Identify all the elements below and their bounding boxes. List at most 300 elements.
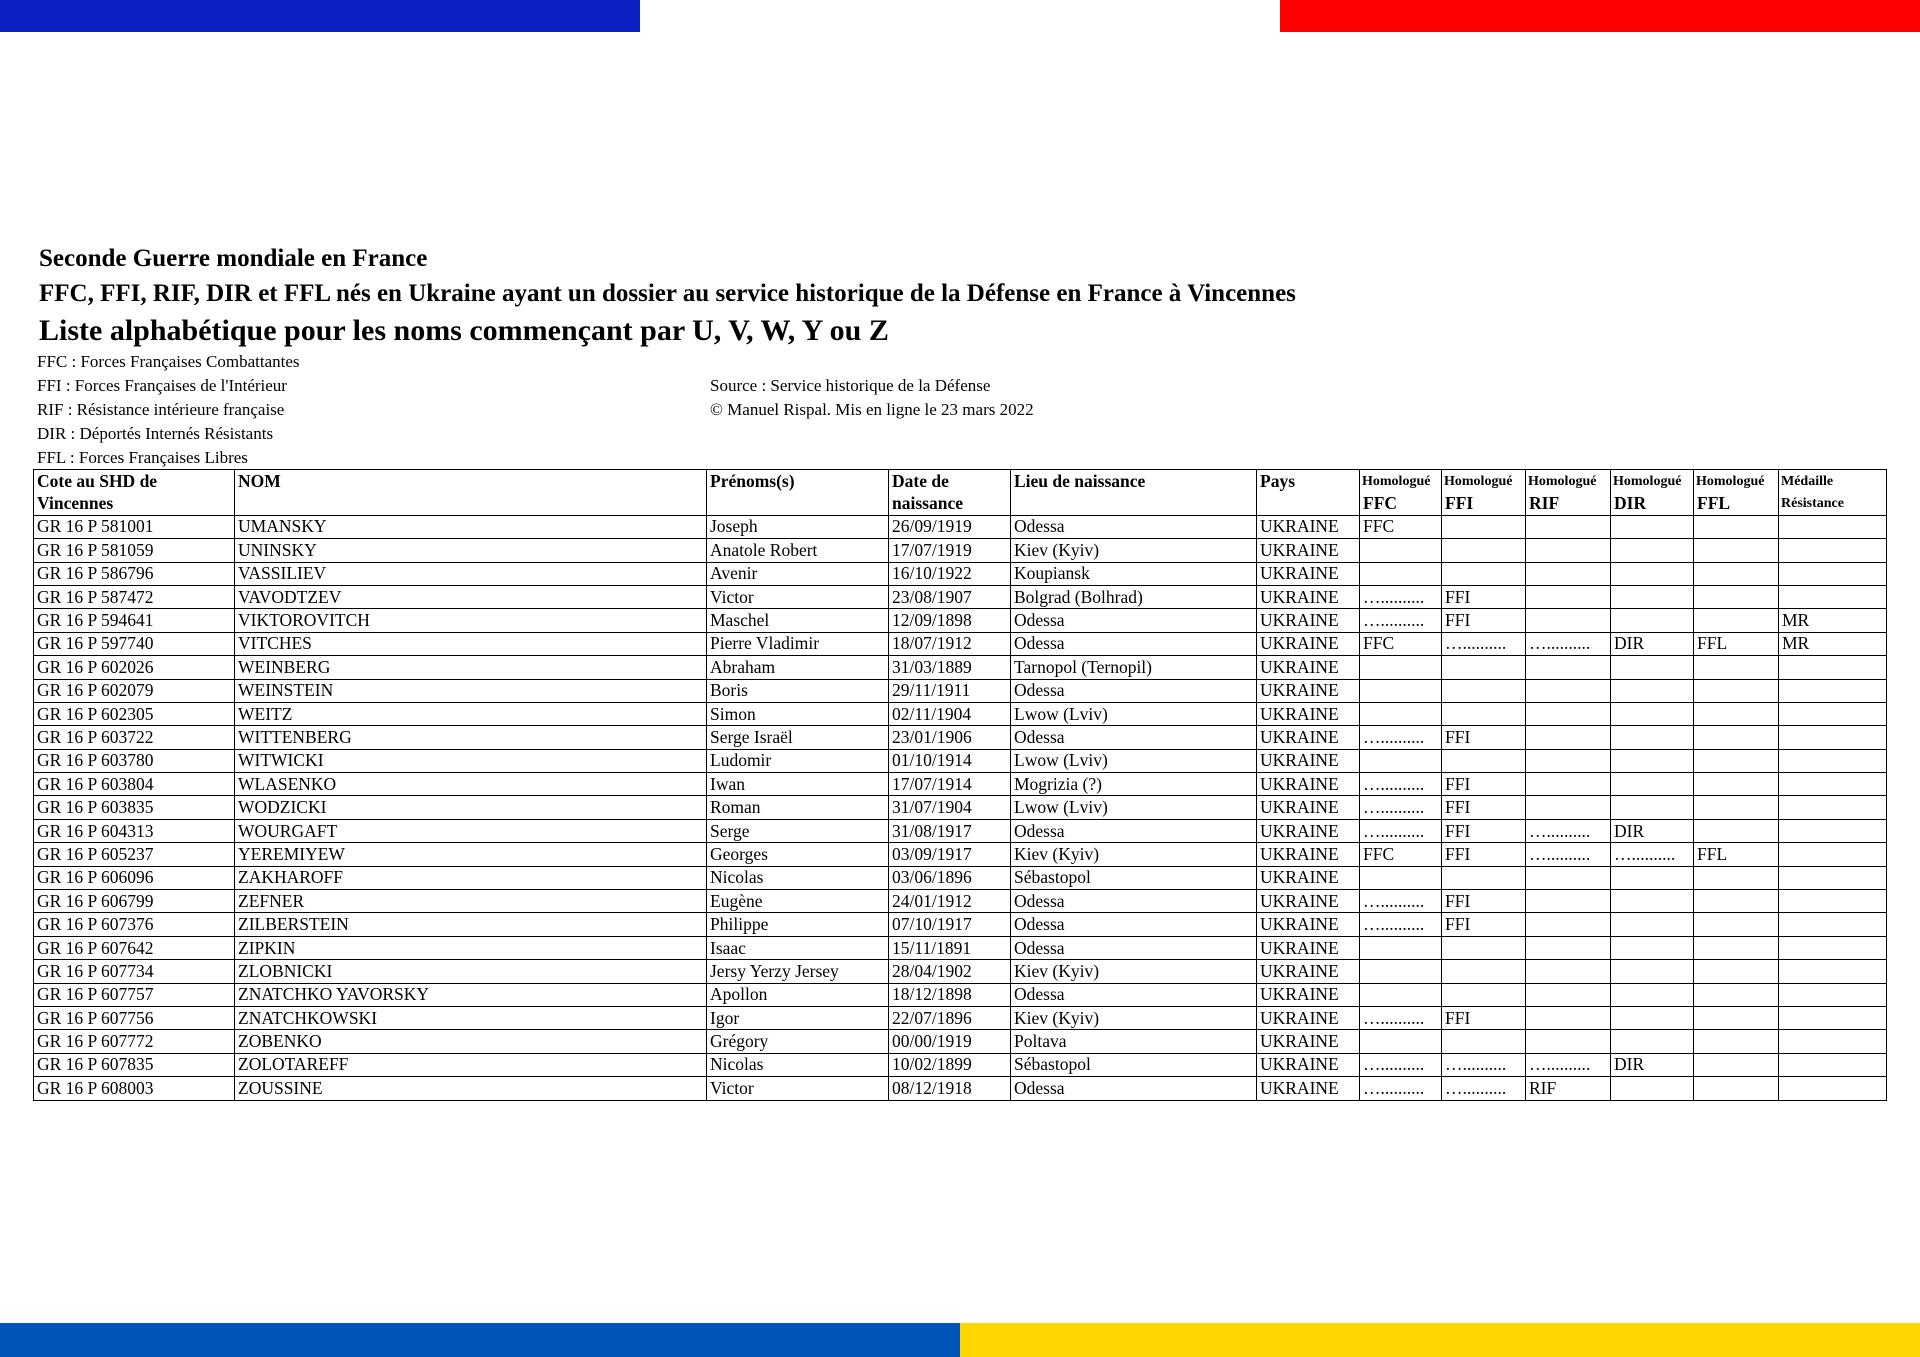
cell-ffl [1694,890,1779,913]
cell-lieu-naissance: Bolgrad (Bolhrad) [1011,585,1257,608]
cell-lieu-naissance: Odessa [1011,819,1257,842]
cell-ffc [1360,960,1442,983]
cell-medaille [1779,960,1887,983]
cell-ffi: FFI [1442,585,1526,608]
cell-cote: GR 16 P 607642 [34,936,235,959]
cell-ffl [1694,866,1779,889]
table-row [34,1053,1887,1076]
cell-ffi: FFI [1442,913,1526,936]
cell-ffl [1694,1077,1779,1100]
cell-rif: RIF [1526,1077,1611,1100]
table-row [34,960,1887,983]
cell-ffi: FFI [1442,726,1526,749]
cell-lieu-naissance: Odessa [1011,1077,1257,1100]
cell-date-naissance: Date de [889,470,1011,493]
cell-pays: UKRAINE [1257,749,1360,772]
cell-rif [1526,539,1611,562]
cell-cote: GR 16 P 594641 [34,609,235,632]
cell-date-naissance: 07/10/1917 [889,913,1011,936]
table-row [34,609,1887,632]
cell-ffc: FFC [1360,843,1442,866]
cell-dir [1611,936,1694,959]
cell-date-naissance: 18/07/1912 [889,632,1011,655]
cell-cote: GR 16 P 586796 [34,562,235,585]
cell-dir [1611,679,1694,702]
cell-cote: GR 16 P 607835 [34,1053,235,1076]
cell-rif [1526,679,1611,702]
cell-ffl [1694,749,1779,772]
cell-ffl [1694,773,1779,796]
cell-ffc [1360,539,1442,562]
cell-cote: GR 16 P 602305 [34,702,235,725]
cell-nom: ZEFNER [235,890,707,913]
cell-date-naissance: 18/12/1898 [889,983,1011,1006]
cell-nom: WOURGAFT [235,819,707,842]
cell-medaille [1779,796,1887,819]
cell-nom: ZOBENKO [235,1030,707,1053]
cell-rif [1526,749,1611,772]
cell-ffi: FFI [1442,1006,1526,1029]
cell-dir [1611,773,1694,796]
cell-pays: UKRAINE [1257,679,1360,702]
cell-nom: VAVODTZEV [235,585,707,608]
cell-dir [1611,1006,1694,1029]
cell-cote: GR 16 P 587472 [34,585,235,608]
cell-lieu-naissance [1011,492,1257,515]
cell-rif: ….......... [1526,843,1611,866]
cell-date-naissance: 16/10/1922 [889,562,1011,585]
cell-ffl [1694,515,1779,538]
cell-cote: GR 16 P 607376 [34,913,235,936]
table-row [34,819,1887,842]
cell-pays: UKRAINE [1257,632,1360,655]
cell-pays: UKRAINE [1257,796,1360,819]
cell-rif [1526,726,1611,749]
cell-medaille [1779,773,1887,796]
cell-dir [1611,890,1694,913]
cell-medaille [1779,1077,1887,1100]
cell-lieu-naissance: Odessa [1011,890,1257,913]
cell-cote: Cote au SHD de [34,470,235,493]
cell-ffc: ….......... [1360,609,1442,632]
cell-ffc [1360,1030,1442,1053]
cell-pays: UKRAINE [1257,562,1360,585]
cell-dir: ….......... [1611,843,1694,866]
cell-medaille [1779,866,1887,889]
cell-cote: GR 16 P 607734 [34,960,235,983]
cell-pays: UKRAINE [1257,515,1360,538]
cell-dir: DIR [1611,819,1694,842]
cell-nom: WEITZ [235,702,707,725]
cell-pays: UKRAINE [1257,702,1360,725]
cell-lieu-naissance: Lieu de naissance [1011,470,1257,493]
table-row [34,890,1887,913]
legend-ffl: FFL : Forces Françaises Libres [37,448,248,467]
cell-ffc: ….......... [1360,796,1442,819]
cell-prenoms: Serge [707,819,889,842]
cell-date-naissance: 03/09/1917 [889,843,1011,866]
cell-prenoms: Jersy Yerzy Jersey [707,960,889,983]
cell-nom: ZILBERSTEIN [235,913,707,936]
cell-rif [1526,702,1611,725]
heading-line-2: FFC, FFI, RIF, DIR et FFL nés en Ukraine ayant un dossier au service historique de la Défense en France à Vincennes [39,280,1296,307]
cell-date-naissance: 29/11/1911 [889,679,1011,702]
cell-ffi: FFI [1442,492,1526,515]
cell-lieu-naissance: Lwow (Lviv) [1011,796,1257,819]
cell-pays [1257,492,1360,515]
cell-prenoms: Apollon [707,983,889,1006]
cell-lieu-naissance: Odessa [1011,515,1257,538]
cell-pays: UKRAINE [1257,983,1360,1006]
cell-ffi [1442,983,1526,1006]
cell-ffc: ….......... [1360,585,1442,608]
cell-nom: YEREMIYEW [235,843,707,866]
cell-dir [1611,539,1694,562]
cell-dir [1611,913,1694,936]
cell-date-naissance: naissance [889,492,1011,515]
cell-nom: WEINBERG [235,656,707,679]
cell-prenoms: Eugène [707,890,889,913]
cell-cote: GR 16 P 608003 [34,1077,235,1100]
cell-cote: GR 16 P 607757 [34,983,235,1006]
cell-date-naissance: 01/10/1914 [889,749,1011,772]
cell-dir [1611,585,1694,608]
cell-ffl [1694,702,1779,725]
cell-date-naissance: 24/01/1912 [889,890,1011,913]
cell-ffl [1694,1006,1779,1029]
cell-nom: NOM [235,470,707,493]
cell-date-naissance: 23/01/1906 [889,726,1011,749]
cell-lieu-naissance: Tarnopol (Ternopil) [1011,656,1257,679]
cell-rif [1526,1006,1611,1029]
cell-ffi [1442,702,1526,725]
copyright-line: © Manuel Rispal. Mis en ligne le 23 mars 2022 [710,400,1034,419]
cell-ffc [1360,866,1442,889]
cell-pays: UKRAINE [1257,1030,1360,1053]
table-row [34,726,1887,749]
cell-date-naissance: 15/11/1891 [889,936,1011,959]
cell-medaille [1779,890,1887,913]
cell-ffi: ….......... [1442,1053,1526,1076]
cell-ffc [1360,656,1442,679]
cell-nom: UMANSKY [235,515,707,538]
cell-prenoms: Pierre Vladimir [707,632,889,655]
cell-prenoms: Victor [707,1077,889,1100]
cell-pays: UKRAINE [1257,585,1360,608]
cell-ffc [1360,936,1442,959]
cell-ffl [1694,936,1779,959]
cell-rif [1526,585,1611,608]
cell-rif: Homologué [1526,470,1611,493]
cell-rif [1526,936,1611,959]
cell-ffl: FFL [1694,632,1779,655]
cell-ffi [1442,539,1526,562]
cell-rif [1526,913,1611,936]
cell-prenoms: Abraham [707,656,889,679]
cell-date-naissance: 23/08/1907 [889,585,1011,608]
cell-rif: RIF [1526,492,1611,515]
cell-dir [1611,515,1694,538]
cell-nom: VITCHES [235,632,707,655]
legend-ffi: FFI : Forces Françaises de l'Intérieur [37,376,287,395]
cell-medaille [1779,819,1887,842]
cell-dir [1611,562,1694,585]
cell-dir [1611,866,1694,889]
cell-ffi [1442,515,1526,538]
cell-nom: VIKTOROVITCH [235,609,707,632]
cell-prenoms: Anatole Robert [707,539,889,562]
legend-rif: RIF : Résistance intérieure française [37,400,285,419]
cell-pays: UKRAINE [1257,656,1360,679]
cell-dir [1611,609,1694,632]
cell-ffc: FFC [1360,515,1442,538]
cell-ffl [1694,609,1779,632]
cell-cote: GR 16 P 597740 [34,632,235,655]
cell-cote: GR 16 P 602026 [34,656,235,679]
cell-ffl [1694,726,1779,749]
heading-line-3: Liste alphabétique pour les noms commençant par U, V, W, Y ou Z [39,314,889,347]
cell-nom: WLASENKO [235,773,707,796]
cell-dir [1611,702,1694,725]
cell-ffi [1442,960,1526,983]
table-row [34,936,1887,959]
cell-prenoms: Georges [707,843,889,866]
cell-nom: ZNATCHKOWSKI [235,1006,707,1029]
table-row [34,1077,1887,1100]
cell-ffi: FFI [1442,819,1526,842]
legend-ffc: FFC : Forces Françaises Combattantes [37,352,300,371]
cell-pays: UKRAINE [1257,843,1360,866]
cell-nom: ZOUSSINE [235,1077,707,1100]
cell-ffc: ….......... [1360,1006,1442,1029]
table-row [34,773,1887,796]
cell-ffl [1694,960,1779,983]
cell-ffc: ….......... [1360,726,1442,749]
cell-nom: ZNATCHKO YAVORSKY [235,983,707,1006]
cell-ffi [1442,679,1526,702]
cell-pays: UKRAINE [1257,866,1360,889]
cell-dir [1611,749,1694,772]
cell-prenoms: Victor [707,585,889,608]
flag-bar-yellow-bottom [960,1323,1920,1357]
cell-nom: UNINSKY [235,539,707,562]
cell-dir: Homologué [1611,470,1694,493]
cell-dir: DIR [1611,632,1694,655]
cell-prenoms: Iwan [707,773,889,796]
cell-medaille [1779,1030,1887,1053]
cell-cote: GR 16 P 605237 [34,843,235,866]
cell-pays: UKRAINE [1257,936,1360,959]
cell-nom: WEINSTEIN [235,679,707,702]
cell-cote: GR 16 P 581059 [34,539,235,562]
cell-cote: Vincennes [34,492,235,515]
cell-prenoms: Ludomir [707,749,889,772]
cell-ffc: Homologué [1360,470,1442,493]
cell-ffi: FFI [1442,609,1526,632]
cell-ffi [1442,656,1526,679]
cell-ffl [1694,1030,1779,1053]
cell-ffl [1694,585,1779,608]
table-row [34,539,1887,562]
cell-medaille: MR [1779,632,1887,655]
cell-cote: GR 16 P 607756 [34,1006,235,1029]
cell-pays: UKRAINE [1257,539,1360,562]
cell-nom: WITWICKI [235,749,707,772]
source-line: Source : Service historique de la Défense [710,376,991,395]
cell-medaille [1779,1006,1887,1029]
cell-dir: DIR [1611,492,1694,515]
cell-nom: WITTENBERG [235,726,707,749]
cell-prenoms: Prénoms(s) [707,470,889,493]
cell-dir [1611,983,1694,1006]
cell-ffl: FFL [1694,492,1779,515]
register-table [33,469,1887,1101]
cell-dir [1611,656,1694,679]
cell-ffl [1694,913,1779,936]
cell-medaille [1779,539,1887,562]
flag-bar-red-top [1280,0,1920,32]
table-row [34,656,1887,679]
cell-pays: UKRAINE [1257,890,1360,913]
cell-lieu-naissance: Odessa [1011,679,1257,702]
cell-medaille [1779,702,1887,725]
cell-dir [1611,726,1694,749]
cell-date-naissance: 28/04/1902 [889,960,1011,983]
cell-date-naissance: 10/02/1899 [889,1053,1011,1076]
cell-medaille: Résistance [1779,492,1887,515]
table-row [34,679,1887,702]
cell-medaille [1779,913,1887,936]
cell-ffc: FFC [1360,632,1442,655]
cell-pays: UKRAINE [1257,1053,1360,1076]
cell-date-naissance: 00/00/1919 [889,1030,1011,1053]
cell-rif [1526,866,1611,889]
cell-medaille [1779,679,1887,702]
cell-pays: UKRAINE [1257,960,1360,983]
flag-bar-blue-bottom [0,1323,960,1357]
cell-ffc [1360,983,1442,1006]
cell-cote: GR 16 P 607772 [34,1030,235,1053]
cell-date-naissance: 26/09/1919 [889,515,1011,538]
cell-ffl [1694,1053,1779,1076]
cell-ffc [1360,679,1442,702]
cell-ffl [1694,539,1779,562]
cell-prenoms: Isaac [707,936,889,959]
cell-ffi: ….......... [1442,1077,1526,1100]
cell-ffc: ….......... [1360,913,1442,936]
cell-prenoms: Philippe [707,913,889,936]
cell-pays: UKRAINE [1257,1006,1360,1029]
cell-nom: ZLOBNICKI [235,960,707,983]
cell-cote: GR 16 P 604313 [34,819,235,842]
legend-dir: DIR : Déportés Internés Résistants [37,424,274,443]
table-row [34,749,1887,772]
cell-pays: UKRAINE [1257,773,1360,796]
cell-prenoms [707,492,889,515]
cell-rif: ….......... [1526,1053,1611,1076]
cell-lieu-naissance: Odessa [1011,609,1257,632]
cell-ffi: FFI [1442,843,1526,866]
cell-date-naissance: 31/08/1917 [889,819,1011,842]
cell-date-naissance: 31/07/1904 [889,796,1011,819]
cell-nom: ZIPKIN [235,936,707,959]
cell-dir [1611,796,1694,819]
cell-dir [1611,1030,1694,1053]
cell-prenoms: Avenir [707,562,889,585]
cell-pays: UKRAINE [1257,913,1360,936]
cell-ffl [1694,679,1779,702]
cell-rif [1526,562,1611,585]
heading-line-1: Seconde Guerre mondiale en France [39,245,428,272]
cell-prenoms: Igor [707,1006,889,1029]
cell-ffl: Homologué [1694,470,1779,493]
cell-medaille: MR [1779,609,1887,632]
cell-lieu-naissance: Sébastopol [1011,1053,1257,1076]
cell-nom [235,492,707,515]
cell-cote: GR 16 P 602079 [34,679,235,702]
header-row-bottom [34,492,1887,515]
cell-rif: ….......... [1526,819,1611,842]
cell-pays: UKRAINE [1257,609,1360,632]
cell-ffc [1360,562,1442,585]
table-row [34,796,1887,819]
cell-lieu-naissance: Koupiansk [1011,562,1257,585]
cell-nom: VASSILIEV [235,562,707,585]
cell-lieu-naissance: Mogrizia (?) [1011,773,1257,796]
cell-ffc: ….......... [1360,1053,1442,1076]
cell-rif [1526,890,1611,913]
cell-dir [1611,960,1694,983]
table-row [34,1030,1887,1053]
table-row [34,632,1887,655]
cell-rif: ….......... [1526,632,1611,655]
cell-ffi [1442,936,1526,959]
cell-prenoms: Roman [707,796,889,819]
cell-medaille [1779,983,1887,1006]
cell-rif [1526,656,1611,679]
cell-cote: GR 16 P 581001 [34,515,235,538]
cell-lieu-naissance: Odessa [1011,632,1257,655]
cell-nom: ZOLOTAREFF [235,1053,707,1076]
cell-pays: UKRAINE [1257,1077,1360,1100]
cell-lieu-naissance: Kiev (Kyiv) [1011,960,1257,983]
cell-date-naissance: 12/09/1898 [889,609,1011,632]
table-row [34,843,1887,866]
cell-rif [1526,515,1611,538]
cell-ffc: ….......... [1360,819,1442,842]
header-row-top [34,470,1887,493]
cell-prenoms: Simon [707,702,889,725]
cell-prenoms: Nicolas [707,866,889,889]
cell-rif [1526,609,1611,632]
cell-medaille [1779,656,1887,679]
cell-nom: WODZICKI [235,796,707,819]
cell-prenoms: Joseph [707,515,889,538]
cell-medaille [1779,562,1887,585]
cell-prenoms: Serge Israël [707,726,889,749]
cell-prenoms: Boris [707,679,889,702]
cell-medaille [1779,749,1887,772]
cell-date-naissance: 22/07/1896 [889,1006,1011,1029]
cell-ffl [1694,656,1779,679]
cell-nom: ZAKHAROFF [235,866,707,889]
cell-pays: UKRAINE [1257,819,1360,842]
cell-medaille [1779,843,1887,866]
table-row [34,913,1887,936]
cell-ffi [1442,749,1526,772]
cell-cote: GR 16 P 606799 [34,890,235,913]
cell-ffc: ….......... [1360,890,1442,913]
